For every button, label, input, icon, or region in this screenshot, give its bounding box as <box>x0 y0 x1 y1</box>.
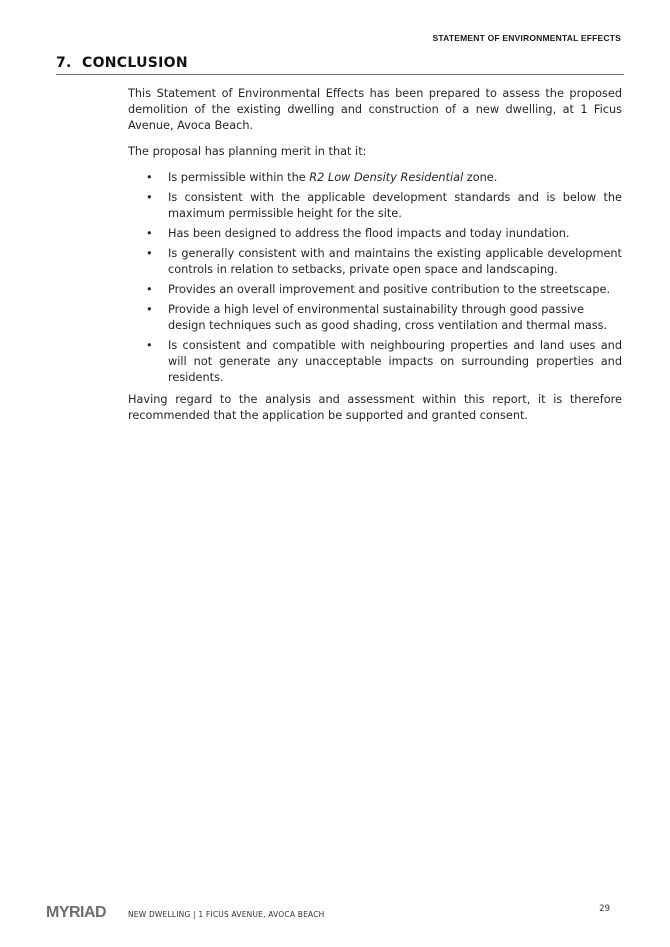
footer-project-title: NEW DWELLING | 1 FICUS AVENUE, AVOCA BEACH <box>128 910 325 919</box>
zone-name: R2 Low Density Residential <box>309 171 464 184</box>
list-item <box>128 282 622 298</box>
list-item-text: Is generally consistent with and maintains the existing applicable development controls in relation to setbacks, private open space and landscaping. <box>168 247 622 276</box>
bullet-icon: • <box>146 247 153 260</box>
list-item <box>128 170 622 186</box>
intro-paragraph: This Statement of Environmental Effects has been prepared to assess the proposed demolition of the existing dwelling and construction of a new dwelling, at 1 Ficus Avenue, Avoca Beach. <box>128 87 622 132</box>
bullet-icon: • <box>146 191 153 204</box>
document-body <box>128 86 622 434</box>
list-item <box>128 246 622 278</box>
merit-list <box>128 170 622 386</box>
list-item-text: Provides an overall improvement and positive contribution to the streetscape. <box>168 283 611 296</box>
list-item-text: Provide a high level of environmental sustainability through good passive design techniques such as good shading, cross ventilation and thermal mass. <box>168 303 608 332</box>
bullet-icon: • <box>146 227 153 240</box>
list-item-text: Is permissible within the R2 Low Density Residential zone. <box>168 171 498 184</box>
list-item <box>128 226 622 242</box>
merit-lead-in: The proposal has planning merit in that it: <box>128 145 367 158</box>
list-item-text: Is consistent with the applicable development standards and is below the maximum permissible height for the site. <box>168 191 622 220</box>
list-item-text: Has been designed to address the flood impacts and today inundation. <box>168 227 570 240</box>
list-item <box>128 190 622 222</box>
list-item <box>128 338 622 386</box>
running-header: STATEMENT OF ENVIRONMENTAL EFFECTS <box>432 33 621 43</box>
bullet-icon: • <box>146 339 153 352</box>
page-number: 29 <box>599 904 610 914</box>
section-heading: 7. CONCLUSION <box>56 55 624 75</box>
bullet-icon: • <box>146 283 153 296</box>
recommendation-paragraph: Having regard to the analysis and assessment within this report, it is therefore recommended that the application be supported and granted consent. <box>128 393 622 422</box>
page-footer <box>46 904 610 926</box>
myriad-logo: MYRIAD <box>46 904 107 921</box>
list-item-text: Is consistent and compatible with neighbouring properties and land uses and will not generate any unacceptable impacts on surrounding properties and residents. <box>168 339 622 384</box>
list-item <box>128 302 622 334</box>
bullet-icon: • <box>146 171 153 184</box>
bullet-icon: • <box>146 303 153 316</box>
